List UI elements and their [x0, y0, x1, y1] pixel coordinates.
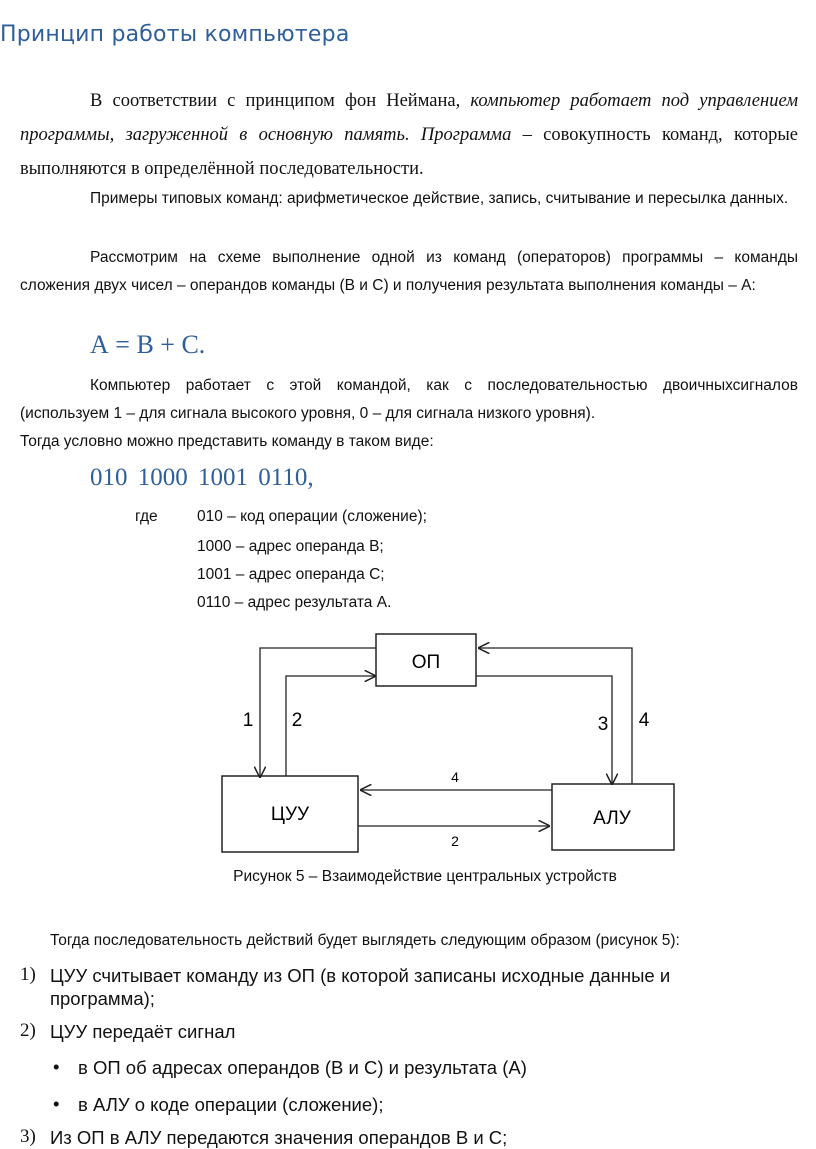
- text-program-term: Программа: [420, 125, 512, 145]
- box-op-label: ОП: [411, 652, 441, 673]
- bullet-icon: •: [53, 1056, 60, 1077]
- list-number-3: 3): [20, 1126, 36, 1147]
- list-item-3: Из ОП в АЛУ передаются значения операндов В и С;: [50, 1127, 508, 1148]
- arrow-label-1: 1: [242, 710, 254, 731]
- definition-operand-c: 1001 – адрес операнда С;: [197, 566, 385, 583]
- figure-caption: Рисунок 5 – Взаимодействие центральных устройств: [233, 868, 617, 885]
- definition-opcode: 010 – код операции (сложение);: [197, 508, 427, 525]
- paragraph-scheme-intro: Рассмотрим на схеме выполнение одной из команд (операторов) программы – команды сложения двух чисел – операндов команды (В и С) и получения результата выполнения команды – А:: [20, 249, 798, 294]
- definition-operand-b: 1000 – адрес операнда В;: [197, 538, 384, 555]
- page-title: Принцип работы компьютера: [0, 22, 350, 47]
- bullet-item-1: в ОП об адресах операндов (В и С) и результата (А): [78, 1057, 527, 1078]
- paragraph-command-form: Тогда условно можно представить команду в таком виде:: [20, 433, 434, 450]
- arrow-label-2-horizontal: 2: [451, 833, 459, 849]
- arrow-label-4-horizontal: 4: [451, 769, 459, 785]
- list-number-2: 2): [20, 1020, 36, 1041]
- sequence-intro: Тогда последовательность действий будет выглядеть следующим образом (рисунок 5):: [50, 932, 680, 949]
- arrow-label-4: 4: [638, 710, 650, 731]
- where-label: где: [135, 508, 158, 525]
- text-program-definition: – совокупность команд, которые выполняются в определённой последовательности.: [20, 125, 798, 179]
- formula: А = В + С.: [90, 330, 206, 359]
- bullet-icon: •: [53, 1093, 60, 1114]
- arrow-label-2: 2: [291, 710, 303, 731]
- arrow-3-op-to-alu: [476, 676, 612, 785]
- arrow-4-alu-to-op: [478, 648, 632, 784]
- arrow-label-3: 3: [597, 714, 609, 735]
- box-cuu-label: ЦУУ: [270, 804, 310, 825]
- bullet-item-2: в АЛУ о коде операции (сложение);: [78, 1094, 384, 1115]
- box-alu-label: АЛУ: [593, 808, 631, 829]
- list-item-1: ЦУУ считывает команду из ОП (в которой записаны исходные данные и программа);: [50, 965, 671, 1009]
- list-number-1: 1): [20, 964, 36, 985]
- binary-command: 010 1000 1001 0110,: [90, 464, 314, 491]
- definition-result: 0110 – адрес результата А.: [197, 594, 392, 611]
- arrow-1-op-to-cuu: [260, 648, 376, 778]
- text-intro: В соответствии с принципом фон Неймана,: [90, 91, 471, 111]
- list-item-2: ЦУУ передаёт сигнал: [50, 1021, 236, 1042]
- paragraph-binary-signals: Компьютер работает с этой командой, как с последовательностью двоичныхсигналов (используем 1 – для сигнала высокого уровня, 0 – для сигнала низкого уровня).: [20, 377, 798, 422]
- text-italic-definition: компьютер работает под управлением программы, загруженной в основную память.: [20, 91, 799, 145]
- paragraph-command-examples: Примеры типовых команд: арифметическое действие, запись, считывание и пересылка данных.: [90, 190, 789, 207]
